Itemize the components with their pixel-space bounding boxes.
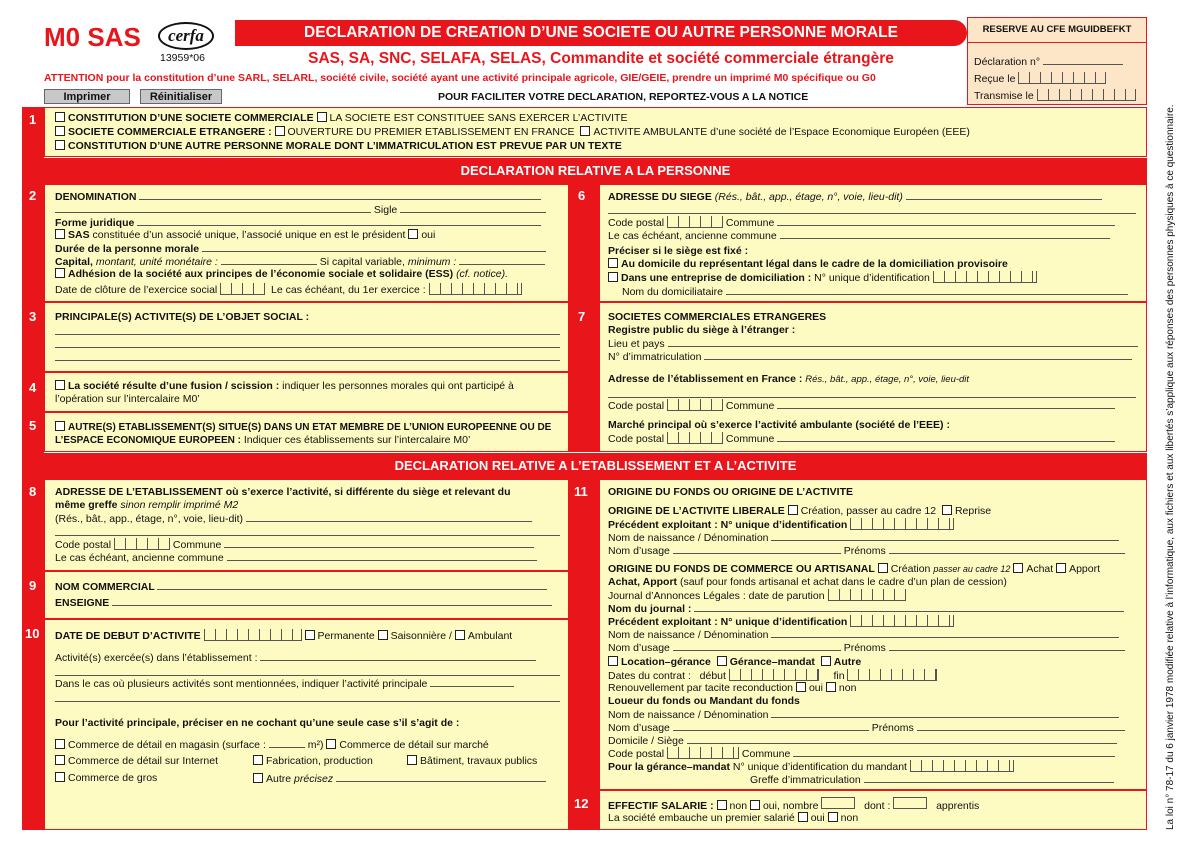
print-button[interactable]: Imprimer <box>44 89 130 104</box>
liberale-nom-usage-field[interactable] <box>673 544 841 554</box>
enseigne-field[interactable] <box>112 596 552 606</box>
renouv-oui-checkbox[interactable] <box>796 682 806 692</box>
etab-france-cp-field[interactable] <box>667 399 723 411</box>
siege-adresse-field-2[interactable] <box>608 204 1136 214</box>
loueur-commune-field[interactable] <box>793 747 1115 757</box>
premier-exercice-field[interactable] <box>429 283 522 295</box>
duree-field[interactable] <box>202 242 546 252</box>
s1-autre-checkbox[interactable] <box>55 140 65 150</box>
journal-nom-field[interactable] <box>694 602 1124 612</box>
fabrication-checkbox[interactable] <box>253 755 263 765</box>
domicile-checkbox[interactable] <box>608 258 618 268</box>
reset-button[interactable]: Réinitialiser <box>140 89 222 104</box>
activites-line-2[interactable] <box>55 338 560 348</box>
contrat-debut-field[interactable] <box>729 669 819 681</box>
s1-etrangere-checkbox[interactable] <box>55 126 65 136</box>
location-gerance-checkbox[interactable] <box>608 656 618 666</box>
section-2: DENOMINATION Sigle Forme juridique SAS constituée d’un associé unique, l’associé unique en est le président oui Durée de la personne morale Capital, montant, unité monétaire : Si capital variable, minimum : Adhésion de la société aux principes de l’économie sociale et solidaire (ESS) (cf. notice). Date de clôture de l’exercice social Le cas échéant, du 1er exercice : <box>44 184 569 302</box>
liberale-reprise-checkbox[interactable] <box>942 505 952 515</box>
contrat-fin-field[interactable] <box>847 669 937 681</box>
activites-exercees-field[interactable] <box>260 651 536 661</box>
liberale-prenoms-field[interactable] <box>889 544 1125 554</box>
fonds-id-field[interactable] <box>850 615 954 627</box>
ambulant-checkbox[interactable] <box>455 630 465 640</box>
effectif-nombre-field[interactable] <box>821 797 855 809</box>
section-11: ORIGINE DU FONDS OU ORIGINE DE L’ACTIVITE ORIGINE DE L’ACTIVITE LIBERALE Création, passer au cadre 12 Reprise Précédent exploitant : N° unique d’identification Nom de naissance / Dénomination Nom d’usage Prénoms ORIGINE DU FONDS DE COMMERCE OU ARTISANAL Création passer au cadre 12 Achat Apport Achat, Apport (sauf pour fonds artisanal et achat dans le cadre d’un plan de cession) Journal d’Annonces Légales : date de parution Nom du journal : Précédent exploitant : N° unique d’identification Nom de naissance / Dénomination Nom d’usage Prénoms Location–gérance Gérance–mandat Autre Dates du contrat : début fin Renouvellement par tacite reconduction oui non Loueur du fonds ou Mandant du fonds Nom de naissance / Dénomination Nom d’usage Prénoms Domicile / Siège Code postal Commune Pour la gérance–mandat N° unique d’identification du mandant Greffe d’immatriculation <box>599 479 1147 790</box>
liberale-creation-checkbox[interactable] <box>788 505 798 515</box>
immatriculation-field[interactable] <box>704 350 1132 360</box>
nom-commercial-field[interactable] <box>157 580 547 590</box>
section-6: ADRESSE DU SIEGE (Rés., bât., app., étage, n°, voie, lieu-dit) Code postal Commune Le cas échéant, ancienne commune Préciser si le siège est fixé : Au domicile du représentant légal dans le cadre de la domiciliation provisoire Dans une entreprise de domiciliation : N° unique d’identification Nom du domiciliataire <box>599 184 1147 302</box>
etab-france-commune-field[interactable] <box>777 399 1115 409</box>
loueur-prenoms-field[interactable] <box>917 721 1125 731</box>
fonds-achat-checkbox[interactable] <box>1013 563 1023 573</box>
sas-checkbox[interactable] <box>55 229 65 239</box>
section-4: La société résulte d’une fusion / scission : indiquer les personnes morales qui ont participé à l’opération sur l’intercalaire M0’ <box>44 372 569 412</box>
mandant-id-field[interactable] <box>910 760 1014 772</box>
etab-cp-field[interactable] <box>114 538 170 550</box>
etab-france-field[interactable] <box>608 388 1136 398</box>
effectif-non-checkbox[interactable] <box>717 800 727 810</box>
section-11-number: 11 <box>574 484 588 499</box>
denomination-field[interactable] <box>139 190 541 200</box>
section-7: SOCIETES COMMERCIALES ETRANGERES Registre public du siège à l’étranger : Lieu et pays N° d’immatriculation Adresse de l’établissement en France : Rés., bât., app., étage, n°, voie, lieu-dit Code postal Commune Marché principal où s’exerce l’activité ambulante (société de l’EEE) : Code postal Commune <box>599 302 1147 452</box>
etab-ancienne-field[interactable] <box>227 551 537 561</box>
section-2-number: 2 <box>29 188 37 203</box>
marche-cp-field[interactable] <box>667 432 723 444</box>
surface-field[interactable] <box>269 738 305 748</box>
section-7-number: 7 <box>578 309 586 324</box>
section-9-number: 9 <box>29 578 37 593</box>
section-10: DATE DE DEBUT D’ACTIVITE Permanente Saisonnière / Ambulant Activité(s) exercée(s) dans l’établissement : Dans le cas où plusieurs activités sont mentionnées, indiquer l’activité principale Pour l’activité principale, préciser en ne cochant qu’une seule case s’il s’agit de : Commerce de détail en magasin (surface : m²) Commerce de détail sur marché Commerce de détail sur Internet Fabrication, production Bâtiment, travaux publics Commerce de gros Autre précisez <box>44 619 569 830</box>
fonds-nom-naiss-field[interactable] <box>771 628 1119 638</box>
section-5-number: 5 <box>29 418 37 433</box>
autre-contrat-checkbox[interactable] <box>821 656 831 666</box>
batiment-checkbox[interactable] <box>407 755 417 765</box>
etab-adresse-field-2[interactable] <box>55 526 560 536</box>
cerfa-logo: cerfa <box>158 22 214 50</box>
cfe-box: RESERVE AU CFE MGUIDBEFKT Déclaration n° Reçue le Transmise le <box>967 17 1147 105</box>
premier-salarie-oui-checkbox[interactable] <box>798 812 808 822</box>
saisonniere-checkbox[interactable] <box>378 630 388 640</box>
domiciliataire-field[interactable] <box>726 285 1128 295</box>
forme-juridique-field[interactable] <box>137 216 541 226</box>
activites-line-3[interactable] <box>55 351 560 361</box>
section-5: AUTRE(S) ETABLISSEMENT(S) SITUE(S) DANS UN ETAT MEMBRE DE L’UNION EUROPEENNE OU DE L’ESPACE ECONOMIQUE EUROPEEN : Indiquer ces établissements sur l’intercalaire M0’ <box>44 412 569 452</box>
notice-note: POUR FACILITER VOTRE DECLARATION, REPORTEZ-VOUS A LA NOTICE <box>438 91 809 103</box>
section-12-number: 12 <box>574 796 589 811</box>
section-3-number: 3 <box>29 309 37 324</box>
activite-principale-field-2[interactable] <box>55 692 560 702</box>
s1-ambulante-checkbox[interactable] <box>580 126 590 136</box>
section-8: ADRESSE DE L’ETABLISSEMENT où s’exerce l’activité, si différente du siège et relevant du même greffe sinon remplir imprimé M2 (Rés., bât., app., étage, n°, voie, lieu-dit) Code postal Commune Le cas échéant, ancienne commune <box>44 479 569 571</box>
greffe-field[interactable] <box>864 773 1114 783</box>
section-6-number: 6 <box>578 188 586 203</box>
fonds-nom-usage-field[interactable] <box>673 641 841 651</box>
fusion-checkbox[interactable] <box>55 380 65 390</box>
section-10-number: 10 <box>25 626 40 641</box>
loueur-nom-naiss-field[interactable] <box>771 708 1119 718</box>
domiciliation-id-field[interactable] <box>933 271 1037 283</box>
left-number-strip <box>22 107 44 830</box>
fonds-creation-checkbox[interactable] <box>878 563 888 573</box>
permanente-checkbox[interactable] <box>305 630 315 640</box>
date-debut-field[interactable] <box>204 629 302 641</box>
magasin-checkbox[interactable] <box>55 739 65 749</box>
loueur-nom-usage-field[interactable] <box>673 721 869 731</box>
cfe-transmise: Transmise le <box>974 90 1034 102</box>
cfe-recue: Reçue le <box>974 73 1016 85</box>
s1-premier-etab-checkbox[interactable] <box>275 126 285 136</box>
cloture-field[interactable] <box>220 283 265 295</box>
cerfa-number: 13959*06 <box>160 52 205 64</box>
gerance-mandat-checkbox[interactable] <box>717 656 727 666</box>
effectif-oui-checkbox[interactable] <box>750 800 760 810</box>
capital-field[interactable] <box>221 255 317 265</box>
section-4-number: 4 <box>29 380 37 395</box>
s1-sans-activite-checkbox[interactable] <box>317 112 327 122</box>
section-8-number: 8 <box>29 484 37 499</box>
section-3: PRINCIPALE(S) ACTIVITE(S) DE L’OBJET SOCIAL : <box>44 302 569 372</box>
autre-activite-checkbox[interactable] <box>253 773 263 783</box>
renouv-non-checkbox[interactable] <box>826 682 836 692</box>
marche-commune-field[interactable] <box>777 432 1115 442</box>
section-12: EFFECTIF SALARIE : non oui, nombre dont : apprentis La société embauche un premier salarié oui non <box>599 790 1147 830</box>
autre-preciser-field[interactable] <box>336 772 546 782</box>
title-banner: DECLARATION DE CREATION D’UNE SOCIETE OU AUTRE PERSONNE MORALE <box>235 20 967 46</box>
section-1-number: 1 <box>29 112 37 127</box>
section-9: NOM COMMERCIAL ENSEIGNE <box>44 571 569 619</box>
activites-exercees-field-2[interactable] <box>55 666 560 676</box>
fonds-apport-checkbox[interactable] <box>1056 563 1066 573</box>
cfe-declaration: Déclaration n° <box>974 56 1041 68</box>
lieu-pays-field[interactable] <box>668 337 1138 347</box>
activite-principale-field[interactable] <box>430 677 514 687</box>
apprentis-nombre-field[interactable] <box>893 797 927 809</box>
cfe-recue-field[interactable] <box>1018 72 1106 84</box>
band-etablissement: DECLARATION RELATIVE A L’ETABLISSEMENT ET A L’ACTIVITE <box>44 453 1147 479</box>
loueur-domicile-field[interactable] <box>687 734 1117 744</box>
capital-minimum-field[interactable] <box>459 255 545 265</box>
form-code: M0 SAS <box>44 22 141 52</box>
sigle-field[interactable] <box>400 203 546 213</box>
liberale-nom-naiss-field[interactable] <box>771 531 1119 541</box>
subtitle: SAS, SA, SNC, SELAFA, SELAS, Commandite et société commerciale étrangère <box>308 50 894 67</box>
attention-note: ATTENTION pour la constitution d’une SARL, SELARL, société civile, société ayant une activité principale agricole, GIE/GEIE, prendre un imprimé M0 spécifique ou G0 <box>44 72 876 84</box>
siege-ancienne-field[interactable] <box>780 229 1110 239</box>
autre-etab-checkbox[interactable] <box>55 421 65 431</box>
loueur-cp-field[interactable] <box>667 747 739 759</box>
band-personne: DECLARATION RELATIVE A LA PERSONNE <box>44 158 1147 184</box>
siege-adresse-field[interactable] <box>906 190 1102 200</box>
internet-checkbox[interactable] <box>55 755 65 765</box>
liberale-id-field[interactable] <box>850 518 954 530</box>
fonds-prenoms-field[interactable] <box>889 641 1125 651</box>
etab-adresse-field[interactable] <box>246 512 532 522</box>
entreprise-dom-checkbox[interactable] <box>608 272 618 282</box>
siege-cp-field[interactable] <box>667 216 723 228</box>
ess-checkbox[interactable] <box>55 268 65 278</box>
legal-side-note: La loi n° 78-17 du 6 janvier 1978 modifiée relative à l’informatique, aux fichiers et aux libertés s’applique aux réponses des personnes physiques à ce questionnaire. <box>1165 104 1176 830</box>
right-number-strip-bottom <box>569 479 599 830</box>
cfe-declaration-field[interactable] <box>1043 55 1123 65</box>
premier-salarie-non-checkbox[interactable] <box>828 812 838 822</box>
gros-checkbox[interactable] <box>55 772 65 782</box>
marche-checkbox[interactable] <box>326 739 336 749</box>
denomination-field-2[interactable] <box>55 203 371 213</box>
activites-line-1[interactable] <box>55 325 560 335</box>
section-1: CONSTITUTION D’UNE SOCIETE COMMERCIALE LA SOCIETE EST CONSTITUEE SANS EXERCER L’ACTIVITE SOCIETE COMMERCIALE ETRANGERE : OUVERTURE DU PREMIER ETABLISSEMENT EN FRANCE ACTIVITE AMBULANTE d’une société de l’Espace Economique Européen (EEE) CONSTITUTION D’UNE AUTRE PERSONNE MORALE DONT L’IMMATRICULATION EST PREVUE PAR UN TEXTE <box>44 107 1147 157</box>
cfe-transmise-field[interactable] <box>1037 89 1136 101</box>
s1-commerciale-checkbox[interactable] <box>55 112 65 122</box>
sas-oui-checkbox[interactable] <box>408 229 418 239</box>
journal-date-field[interactable] <box>828 589 906 601</box>
siege-commune-field[interactable] <box>777 216 1115 226</box>
etab-commune-field[interactable] <box>224 538 534 548</box>
